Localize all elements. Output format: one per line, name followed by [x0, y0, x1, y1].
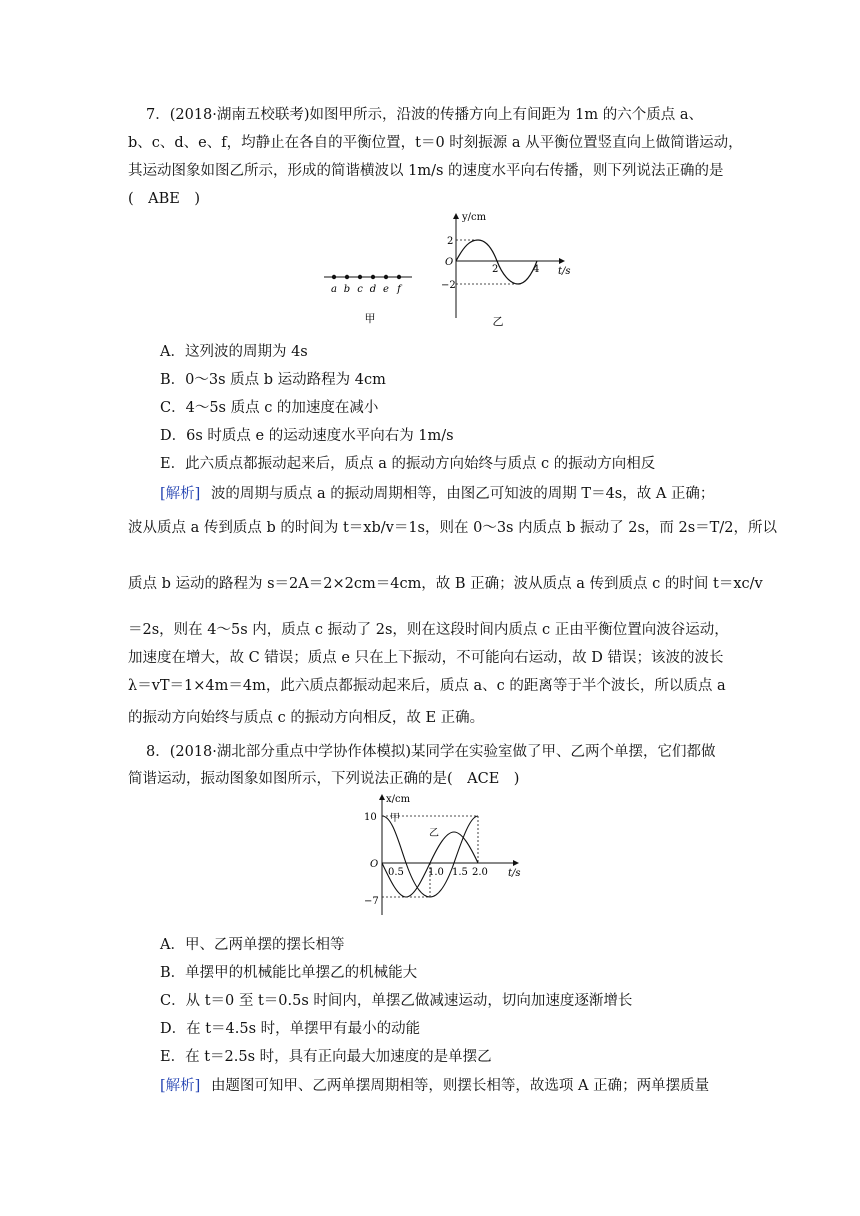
fig-yi-caption: 乙 — [492, 315, 504, 328]
q8-stem-line-2: 简谐运动，振动图象如图所示，下列说法正确的是( ACE ) — [128, 771, 520, 787]
q8-xlabel: t/s — [508, 868, 521, 879]
yi-ytick-2: 2 — [447, 236, 454, 247]
yi-origin: O — [445, 257, 454, 268]
q7-option-b: B．0～3s 质点 b 运动路程为 4cm — [160, 372, 386, 388]
q7-analysis-line-7: 的振动方向始终与质点 c 的振动方向相反，故 E 正确。 — [128, 710, 485, 726]
q8-option-c: C．从 t＝0 至 t＝0.5s 时间内，单摆乙做减速运动，切向加速度逐渐增长 — [160, 993, 633, 1009]
q7-analysis-line-1: [解析] 波的周期与质点 a 的振动周期相等，由图乙可知波的周期 T＝4s，故 A 正确； — [160, 486, 715, 502]
q8-ytick-10: 10 — [364, 812, 377, 823]
q7-stem-line-4: ( ABE ) — [128, 191, 201, 207]
q7-option-d: D．6s 时质点 e 的运动速度水平向右为 1m/s — [160, 428, 454, 444]
point-f-label: f — [397, 284, 401, 295]
q8-label-yi: 乙 — [429, 828, 439, 839]
point-c-label: c — [357, 284, 363, 295]
q7-option-c: C．4～5s 质点 c 的加速度在减小 — [160, 400, 379, 416]
q7-analysis-line-5: 加速度在增大，故 C 错误；质点 e 只在上下振动，不可能向右运动，故 D 错误；该波的波长 — [128, 650, 724, 666]
q8-xtick-1-0: 1.0 — [428, 867, 444, 878]
yi-ytick-neg2: −2 — [441, 280, 456, 291]
q8-figure — [362, 790, 532, 920]
q7-figure-jia — [320, 265, 420, 325]
q7-option-a: A．这列波的周期为 4s — [160, 344, 308, 360]
q7-stem-line-3: 其运动图象如图乙所示，形成的简谐横波以 1m/s 的速度水平向右传播，则下列说法正确的是 — [128, 163, 724, 179]
point-e-label: e — [383, 284, 389, 295]
q8-xtick-2-0: 2.0 — [472, 867, 488, 878]
yi-ylabel: y/cm — [462, 212, 487, 223]
q7-stem-line-1: 7．(2018·湖南五校联考)如图甲所示，沿波的传播方向上有间距为 1m 的六个质点 a、 — [146, 107, 703, 123]
point-b-label: b — [343, 284, 351, 295]
q8-ylabel: x/cm — [386, 794, 411, 805]
q7-analysis-line-3: 质点 b 运动的路程为 s＝2A＝2×2cm＝4cm，故 B 正确；波从质点 a 传到质点 c 的时间 t＝xc/v — [128, 576, 763, 592]
yi-xlabel: t/s — [558, 266, 571, 277]
q8-origin: O — [370, 859, 379, 870]
q7-stem-line-2: b、c、d、e、f，均静止在各自的平衡位置，t＝0 时刻振源 a 从平衡位置竖直向上做简谐运动， — [128, 135, 743, 151]
q7-option-e: E．此六质点都振动起来后，质点 a 的振动方向始终与质点 c 的振动方向相反 — [160, 456, 656, 472]
yi-sine-curve — [456, 240, 540, 284]
q8-option-e: E．在 t＝2.5s 时，具有正向最大加速度的是单摆乙 — [160, 1049, 492, 1065]
q8-xtick-1-5: 1.5 — [452, 867, 468, 878]
q8-option-d: D．在 t＝4.5s 时，单摆甲有最小的动能 — [160, 1021, 421, 1037]
fig-jia-caption: 甲 — [364, 312, 376, 325]
q7-figure-yi — [440, 208, 580, 328]
q8-option-a: A．甲、乙两单摆的摆长相等 — [160, 937, 345, 953]
q8-option-b: B．单摆甲的机械能比单摆乙的机械能大 — [160, 965, 418, 981]
point-d-label: d — [369, 284, 377, 295]
q8-xtick-0-5: 0.5 — [388, 867, 404, 878]
q8-ytick-neg7: −7 — [364, 896, 379, 907]
q7-analysis-line-2: 波从质点 a 传到质点 b 的时间为 t＝xb/v＝1s，则在 0～3s 内质点 b 振动了 2s，而 2s＝T/2，所以 — [128, 520, 777, 536]
yi-xtick-4: 4 — [533, 264, 540, 275]
q8-stem-line-1: 8．(2018·湖北部分重点中学协作体模拟)某同学在实验室做了甲、乙两个单摆，它们都做 — [146, 744, 716, 760]
q7-analysis-line-6: λ＝vT＝1×4m＝4m，此六质点都振动起来后，质点 a、c 的距离等于半个波长，所以质点 a — [128, 678, 726, 694]
q8-analysis-tag: [解析] — [160, 1078, 201, 1094]
q8-analysis-line-1: [解析] 由题图可知甲、乙两单摆周期相等，则摆长相等，故选项 A 正确；两单摆质量 — [160, 1078, 710, 1094]
q8-label-jia: 甲 — [390, 813, 400, 824]
yi-xtick-2: 2 — [492, 264, 499, 275]
q7-analysis-tag: [解析] — [160, 486, 201, 502]
point-a-label: a — [331, 284, 337, 295]
q7-analysis-line-4: ＝2s，则在 4～5s 内，质点 c 振动了 2s，则在这段时间内质点 c 正由平衡位置向波谷运动， — [128, 622, 729, 638]
